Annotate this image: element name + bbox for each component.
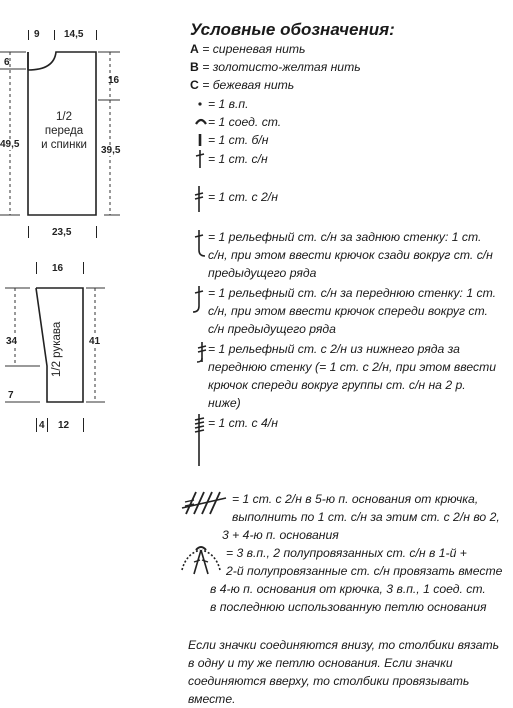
sleeve-left-bottom-dimension: 7 bbox=[8, 390, 14, 401]
legend-line: переднюю стенку (= 1 ст. с 2/н, при этом ввести bbox=[208, 360, 497, 374]
legend-line: = 1 рельефный ст. с/н за переднюю стенку: 1 ст. bbox=[208, 286, 496, 300]
right-height-dimension: 39,5 bbox=[101, 145, 121, 156]
legend-line: = 1 рельефный ст. с 2/н из нижнего ряда за bbox=[208, 342, 460, 356]
body-piece-label bbox=[40, 110, 88, 152]
dim-tick bbox=[28, 30, 29, 40]
legend-line: в последнюю использованную петлю основания bbox=[210, 600, 487, 614]
quad-cross-icon bbox=[193, 412, 209, 468]
left-height-dimension: 49,5 bbox=[0, 139, 20, 150]
yarn-text: = золотисто-желтая нить bbox=[202, 60, 361, 74]
legend-slip: = 1 соед. ст. bbox=[208, 115, 282, 129]
legend-dc: = 1 ст. с/н bbox=[208, 152, 268, 166]
body-label-line: переда bbox=[44, 125, 84, 137]
sleeve-label-text: 1/2 рукава bbox=[51, 321, 63, 377]
sleeve-top-dimension: 16 bbox=[52, 263, 64, 274]
legend-line: = 1 ст. с 2/н в 5-ю п. основания от крючка, bbox=[232, 492, 479, 506]
legend-line: ниже) bbox=[208, 396, 241, 410]
legend-front-post bbox=[208, 284, 496, 338]
bar-icon bbox=[196, 132, 206, 148]
sleeve-right-height-dimension: 41 bbox=[89, 336, 101, 347]
dim-tick bbox=[28, 226, 29, 238]
body-label-line: 1/2 bbox=[56, 111, 72, 123]
yarn-b bbox=[190, 58, 361, 76]
dot-icon bbox=[196, 97, 206, 109]
front-post-icon bbox=[193, 284, 209, 316]
yarn-letter: A bbox=[190, 42, 199, 56]
dim-tick bbox=[36, 418, 37, 432]
dim-tick bbox=[96, 30, 97, 40]
legend-chain: = 1 в.п. bbox=[208, 97, 249, 111]
footnote-line: в одну и ту же петлю основания. Если значки bbox=[188, 656, 453, 670]
sleeve-bottom-right-dimension: 12 bbox=[58, 420, 70, 431]
top-right-dimension: 14,5 bbox=[64, 29, 84, 40]
sleeve-left-height-dimension: 34 bbox=[6, 336, 18, 347]
legend-dtr: = 1 ст. с 4/н bbox=[208, 416, 278, 430]
yarn-text: = бежевая нить bbox=[202, 78, 295, 92]
yarn-letter: C bbox=[190, 78, 199, 92]
legend-line: 3 + 4-ю п. основания bbox=[222, 528, 339, 542]
legend-line: в 4-ю п. основания от крючка, 3 в.п., 1 соед. ст. bbox=[210, 582, 486, 596]
top-left-dimension: 9 bbox=[34, 29, 40, 40]
legend-sc: = 1 ст. б/н bbox=[208, 133, 269, 147]
yarn-c bbox=[190, 76, 294, 94]
side-right-top-dimension: 16 bbox=[108, 75, 120, 86]
yarn-letter: B bbox=[190, 60, 199, 74]
footnote-line: Если значки соединяются внизу, то столбики вязать bbox=[188, 638, 500, 652]
double-cross-icon bbox=[193, 184, 207, 214]
legend-line: с/н, при этом ввести крючок сзади вокруг ст. с/н bbox=[208, 248, 493, 262]
legend-line: 2-й полупровязанные ст. с/н провязать вместе bbox=[226, 564, 503, 578]
back-post-icon bbox=[193, 228, 209, 260]
body-label-line: и спинки bbox=[41, 139, 87, 151]
legend-title: Условные обозначения: bbox=[190, 20, 395, 39]
legend-fan bbox=[210, 544, 503, 616]
yarn-text: = сиреневая нить bbox=[202, 42, 306, 56]
footnote-line: соединяются вверху, то столбики провязывать вместе. bbox=[188, 674, 470, 706]
legend-line: предыдущего ряда bbox=[208, 266, 317, 280]
arc-icon bbox=[195, 115, 209, 127]
legend-line: с/н, при этом ввести крючок спереди вокруг ст. bbox=[208, 304, 488, 318]
legend-line: с/н предыдущего ряда bbox=[208, 322, 336, 336]
dim-tick bbox=[83, 418, 84, 432]
bottom-width-dimension: 23,5 bbox=[52, 227, 72, 238]
dim-tick bbox=[47, 418, 48, 432]
legend-line: = 3 в.п., 2 полупровязанных ст. с/н в 1-й + bbox=[226, 546, 467, 560]
sleeve-bottom-left-dimension: 4 bbox=[39, 420, 45, 431]
yarn-a bbox=[190, 40, 305, 58]
fan-icon bbox=[180, 544, 224, 580]
legend-tr: = 1 ст. с 2/н bbox=[208, 190, 278, 204]
legend-back-post bbox=[208, 228, 493, 282]
cluster-icon bbox=[180, 490, 230, 518]
legend-line: крючок спереди вокруг группы ст. с/н на 2 р. bbox=[208, 378, 466, 392]
legend-line: = 1 рельефный ст. с/н за заднюю стенку: 1 ст. bbox=[208, 230, 482, 244]
side-left-top-dimension: 6 bbox=[4, 57, 10, 68]
cross-icon bbox=[194, 148, 208, 170]
dim-tick bbox=[96, 226, 97, 238]
legend-front-post-dc bbox=[208, 340, 496, 412]
legend-cluster bbox=[222, 490, 500, 544]
dim-tick bbox=[54, 30, 55, 40]
legend-footnote bbox=[188, 636, 513, 708]
legend-line: выполнить по 1 ст. с/н за этим ст. с 2/н во 2, bbox=[232, 510, 500, 524]
